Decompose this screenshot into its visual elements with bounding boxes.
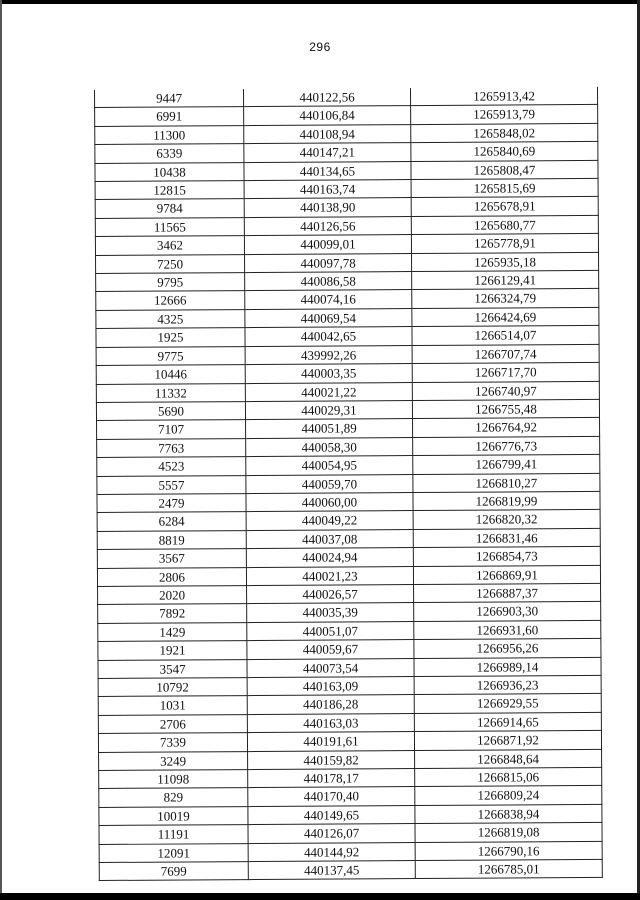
table-row <box>98 731 601 752</box>
table-row <box>99 859 602 880</box>
y-coordinate-cell: 1265848,02 <box>411 123 598 143</box>
table-row <box>99 823 602 844</box>
table-row <box>95 234 598 255</box>
y-coordinate-cell: 1265935,18 <box>412 252 599 272</box>
y-coordinate-cell: 1266809,24 <box>415 786 602 806</box>
y-coordinate-cell: 1266717,70 <box>412 363 599 383</box>
table-row <box>97 510 600 531</box>
x-coordinate-cell: 440051,07 <box>247 621 414 640</box>
table-row <box>96 326 599 347</box>
y-coordinate-cell: 1266936,23 <box>414 675 601 695</box>
y-coordinate-cell: 1266815,06 <box>415 767 602 787</box>
table-row <box>95 160 598 181</box>
table-row <box>98 583 601 604</box>
point-id-cell: 7107 <box>97 420 246 439</box>
table-row <box>99 841 602 862</box>
x-coordinate-cell: 440073,54 <box>247 658 414 677</box>
x-coordinate-cell: 440147,21 <box>244 143 411 162</box>
x-coordinate-cell: 440051,89 <box>246 419 413 438</box>
x-coordinate-cell: 440178,17 <box>248 769 415 788</box>
x-coordinate-cell: 440037,08 <box>246 529 413 548</box>
table-row <box>98 639 601 660</box>
table-row <box>96 252 599 273</box>
y-coordinate-cell: 1265913,79 <box>411 105 598 125</box>
x-coordinate-cell: 440058,30 <box>246 437 413 456</box>
point-id-cell: 6991 <box>95 107 244 126</box>
point-id-cell: 2479 <box>97 494 246 513</box>
table-row <box>96 270 599 291</box>
y-coordinate-cell: 1266324,79 <box>412 289 599 309</box>
point-id-cell: 12666 <box>96 291 245 310</box>
y-coordinate-cell: 1266903,30 <box>414 602 601 622</box>
y-coordinate-cell: 1266914,65 <box>414 712 601 732</box>
point-id-cell: 1429 <box>98 622 247 641</box>
y-coordinate-cell: 1266776,73 <box>413 436 600 456</box>
x-coordinate-cell: 440026,57 <box>247 585 414 604</box>
point-id-cell: 1921 <box>98 641 247 660</box>
table-row <box>96 307 599 328</box>
x-coordinate-cell: 440163,09 <box>247 677 414 696</box>
table-row <box>99 804 602 825</box>
table-row <box>95 105 598 126</box>
x-coordinate-cell: 440003,35 <box>245 364 412 383</box>
y-coordinate-cell: 1266799,41 <box>413 455 600 475</box>
point-id-cell: 10446 <box>96 365 245 384</box>
point-id-cell: 9447 <box>94 89 243 108</box>
x-coordinate-cell: 440035,39 <box>247 603 414 622</box>
x-coordinate-cell: 440108,94 <box>244 124 411 143</box>
x-coordinate-cell: 440138,90 <box>244 198 411 217</box>
y-coordinate-cell: 1266854,73 <box>413 547 600 567</box>
x-coordinate-cell: 440163,03 <box>247 713 414 732</box>
x-coordinate-cell: 440099,01 <box>244 235 411 254</box>
y-coordinate-cell: 1266790,16 <box>415 841 602 861</box>
table-row <box>97 491 600 512</box>
y-coordinate-cell: 1266956,26 <box>414 639 601 659</box>
y-coordinate-cell: 1265913,42 <box>410 87 597 106</box>
point-id-cell: 11565 <box>95 217 244 236</box>
point-id-cell: 8819 <box>97 530 246 549</box>
y-coordinate-cell: 1266764,92 <box>413 418 600 438</box>
x-coordinate-cell: 440137,45 <box>248 861 415 880</box>
table-row <box>97 436 600 457</box>
table-row <box>96 381 599 402</box>
point-id-cell: 2020 <box>98 586 247 605</box>
x-coordinate-cell: 440059,67 <box>247 640 414 659</box>
y-coordinate-cell: 1266514,07 <box>412 326 599 346</box>
x-coordinate-cell: 440170,40 <box>248 787 415 806</box>
x-coordinate-cell: 440059,70 <box>246 474 413 493</box>
y-coordinate-cell: 1266989,14 <box>414 657 601 677</box>
y-coordinate-cell: 1266831,46 <box>413 528 600 548</box>
point-id-cell: 7339 <box>98 733 247 752</box>
x-coordinate-cell: 440021,23 <box>246 566 413 585</box>
point-id-cell: 6284 <box>97 512 246 531</box>
table-row <box>94 87 597 108</box>
x-coordinate-cell: 440042,65 <box>245 327 412 346</box>
point-id-cell: 12091 <box>99 843 248 862</box>
table-row <box>99 786 602 807</box>
table-row <box>97 565 600 586</box>
y-coordinate-cell: 1265815,69 <box>411 178 598 198</box>
point-id-cell: 6339 <box>95 144 244 163</box>
point-id-cell: 1031 <box>98 696 247 715</box>
x-coordinate-cell: 440186,28 <box>247 695 414 714</box>
scan-edge-bottom <box>0 893 640 900</box>
point-id-cell: 7250 <box>96 254 245 273</box>
x-coordinate-cell: 440054,95 <box>246 456 413 475</box>
point-id-cell: 1925 <box>96 328 245 347</box>
table-row <box>95 178 598 199</box>
point-id-cell: 5690 <box>96 401 245 420</box>
point-id-cell: 7699 <box>99 862 248 881</box>
x-coordinate-cell: 440191,61 <box>247 732 414 751</box>
y-coordinate-cell: 1266820,32 <box>413 510 600 530</box>
y-coordinate-cell: 1266869,91 <box>413 565 600 585</box>
x-coordinate-cell: 440122,56 <box>243 88 410 107</box>
x-coordinate-cell: 440159,82 <box>248 750 415 769</box>
x-coordinate-cell: 440024,94 <box>246 548 413 567</box>
point-id-cell: 829 <box>99 788 248 807</box>
y-coordinate-cell: 1265778,91 <box>411 234 598 254</box>
y-coordinate-cell: 1266810,27 <box>413 473 600 493</box>
x-coordinate-cell: 440163,74 <box>244 180 411 199</box>
table-row <box>98 620 601 641</box>
coordinates-table <box>94 87 603 882</box>
x-coordinate-cell: 440106,84 <box>244 106 411 125</box>
table-row <box>95 142 598 163</box>
y-coordinate-cell: 1265678,91 <box>411 197 598 217</box>
table-row <box>95 215 598 236</box>
x-coordinate-cell: 440021,22 <box>245 382 412 401</box>
point-id-cell: 3567 <box>97 549 246 568</box>
point-id-cell: 11098 <box>99 770 248 789</box>
table-row <box>96 344 599 365</box>
point-id-cell: 4523 <box>97 457 246 476</box>
y-coordinate-cell: 1266755,48 <box>412 399 599 419</box>
table-row <box>99 767 602 788</box>
point-id-cell: 9784 <box>95 199 244 218</box>
y-coordinate-cell: 1266931,60 <box>414 620 601 640</box>
point-id-cell: 12815 <box>95 181 244 200</box>
y-coordinate-cell: 1266424,69 <box>412 307 599 327</box>
y-coordinate-cell: 1265680,77 <box>411 215 598 235</box>
point-id-cell: 2706 <box>98 714 247 733</box>
y-coordinate-cell: 1266848,64 <box>415 749 602 769</box>
point-id-cell: 9775 <box>96 346 245 365</box>
x-coordinate-cell: 440074,16 <box>245 290 412 309</box>
y-coordinate-cell: 1266929,55 <box>414 694 601 714</box>
table-row <box>98 712 601 733</box>
table-row <box>97 547 600 568</box>
point-id-cell: 9795 <box>96 273 245 292</box>
x-coordinate-cell: 440144,92 <box>248 842 415 861</box>
point-id-cell: 11332 <box>96 383 245 402</box>
x-coordinate-cell: 440029,31 <box>245 400 412 419</box>
x-coordinate-cell: 440049,22 <box>246 511 413 530</box>
x-coordinate-cell: 440134,65 <box>244 161 411 180</box>
point-id-cell: 7892 <box>98 604 247 623</box>
y-coordinate-cell: 1266871,92 <box>414 731 601 751</box>
point-id-cell: 3249 <box>99 751 248 770</box>
point-id-cell: 11191 <box>99 825 248 844</box>
x-coordinate-cell: 440126,07 <box>248 824 415 843</box>
y-coordinate-cell: 1266785,01 <box>415 859 602 879</box>
point-id-cell: 10792 <box>98 678 247 697</box>
point-id-cell: 5557 <box>97 475 246 494</box>
table-row <box>98 694 601 715</box>
point-id-cell: 3547 <box>98 659 247 678</box>
point-id-cell: 11300 <box>95 125 244 144</box>
y-coordinate-cell: 1265840,69 <box>411 142 598 162</box>
y-coordinate-cell: 1266838,94 <box>415 804 602 824</box>
x-coordinate-cell: 440149,65 <box>248 805 415 824</box>
coordinates-table-body <box>94 87 602 881</box>
x-coordinate-cell: 440126,56 <box>244 216 411 235</box>
x-coordinate-cell: 440069,54 <box>245 308 412 327</box>
table-row <box>96 363 599 384</box>
point-id-cell: 2806 <box>97 567 246 586</box>
table-row <box>97 528 600 549</box>
x-coordinate-cell: 440060,00 <box>246 492 413 511</box>
y-coordinate-cell: 1266707,74 <box>412 344 599 364</box>
table-row <box>99 749 602 770</box>
x-coordinate-cell: 440086,58 <box>245 272 412 291</box>
x-coordinate-cell: 439992,26 <box>245 345 412 364</box>
page-number: 296 <box>309 40 331 54</box>
table-row <box>97 473 600 494</box>
table-row <box>96 399 599 420</box>
x-coordinate-cell: 440097,78 <box>245 253 412 272</box>
point-id-cell: 10019 <box>99 806 248 825</box>
scan-edge-top <box>0 0 640 4</box>
y-coordinate-cell: 1266887,37 <box>414 583 601 603</box>
y-coordinate-cell: 1266819,99 <box>413 491 600 511</box>
y-coordinate-cell: 1265808,47 <box>411 160 598 180</box>
table-row <box>98 602 601 623</box>
table-row <box>95 197 598 218</box>
scan-edge-left <box>0 0 2 900</box>
point-id-cell: 7763 <box>97 438 246 457</box>
table-row <box>95 123 598 144</box>
y-coordinate-cell: 1266740,97 <box>412 381 599 401</box>
y-coordinate-cell: 1266819,08 <box>415 823 602 843</box>
table-row <box>96 289 599 310</box>
table-row <box>97 418 600 439</box>
table-row <box>98 657 601 678</box>
table-row <box>97 455 600 476</box>
table-row <box>98 675 601 696</box>
point-id-cell: 4325 <box>96 309 245 328</box>
point-id-cell: 10438 <box>95 162 244 181</box>
y-coordinate-cell: 1266129,41 <box>412 270 599 290</box>
point-id-cell: 3462 <box>95 236 244 255</box>
